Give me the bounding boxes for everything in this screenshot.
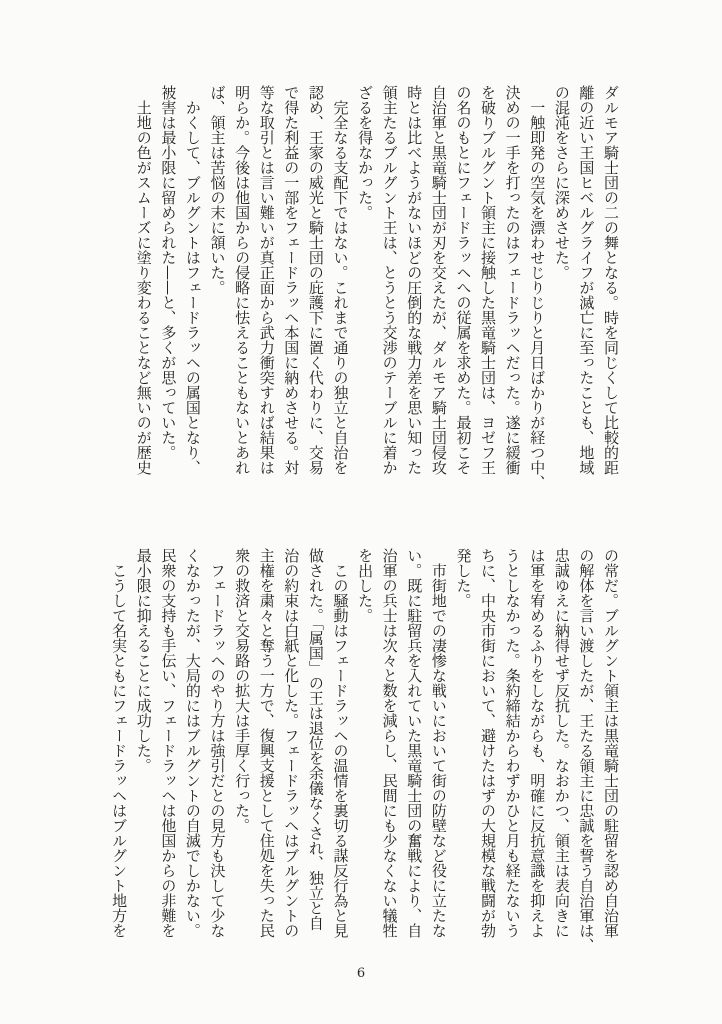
text-line: こうして名実ともにフェードラッヘはブルグント地方を (110, 548, 129, 938)
text-line: 発した。 (454, 548, 473, 608)
text-line: 自治軍と黒竜騎士団が刃を交えたが、ダルモア騎士団侵攻 (429, 85, 448, 475)
text-line: 治の約束は白紙と化した。フェードラッヘはブルグントの (282, 548, 301, 938)
text-line: 領主たるブルグント王は、とうとう交渉のテーブルに着か (380, 85, 399, 475)
text-line: 市街地での凄惨な戦いにおいて街の防壁など役に立たな (429, 548, 448, 938)
text-line: 離の近い王国ヒベルグライフが滅亡に至ったことも、地域 (577, 85, 596, 475)
text-line: 最小限に抑えることに成功した。 (134, 548, 153, 773)
text-line: ば、領主は苦悩の末に頷いた。 (208, 85, 227, 295)
text-line: 治軍の兵士は次々と数を減らし、民間にも少なくない犠牲 (380, 548, 399, 938)
text-line: の常だ。ブルグント領主は黒竜騎士団の駐留を認め自治軍 (602, 548, 620, 938)
text-line: の名のもとにフェードラッヘへの従属を求めた。最初こそ (454, 85, 473, 475)
text-line: 衆の救済と交易路の拡大は手厚く行った。 (233, 548, 252, 833)
lower-text-block (107, 548, 623, 953)
text-line: 被害は最小限に留められた——と、多くが思っていた。 (159, 85, 178, 460)
text-line: 完全なる支配下ではない。これまで通りの独立と自治を (331, 85, 350, 475)
text-line: ざるを得なかった。 (356, 85, 375, 220)
upper-text-block (131, 85, 623, 490)
text-line: 民衆の支持も手伝い、フェードラッヘは他国からの非難を (159, 548, 178, 938)
text-line: うとしなかった。条約締結からわずかひと月も経たないう (503, 548, 522, 938)
page-number: 6 (356, 966, 366, 981)
text-line: 明らか。今後は他国からの侵略に怯えることもないとあれ (233, 85, 252, 475)
text-line: 一触即発の空気を漂わせじりじりと月日ばかりが経つ中、 (528, 85, 547, 490)
text-line: 認め、王家の威光と騎士団の庇護下に置く代わりに、交易 (306, 85, 325, 475)
text-line: の混沌をさらに深めさせた。 (552, 85, 571, 280)
text-line: 主権を粛々と奪う一方で、復興支援として住処を失った民 (257, 548, 276, 938)
text-line: を破りブルグント領主に接触した黒竜騎士団は、ヨゼフ王 (479, 85, 498, 475)
text-line: ちに、中央市街において、避けたはずの大規模な戦闘が勃 (479, 548, 498, 938)
text-line: 決めの一手を打ったのはフェードラッヘだった。遂に緩衝 (503, 85, 522, 475)
text-line: を出した。 (356, 548, 375, 623)
text-line: い。既に駐留兵を入れていた黒竜騎士団の奮戦により、自 (405, 548, 424, 938)
text-line: ダルモア騎士団の二の舞となる。時を同じくして比較的距 (602, 85, 620, 475)
text-line: フェードラッヘのやり方は強引だとの見方も決して少な (208, 548, 227, 938)
text-line: の解体を言い渡したが、王たる領主に忠誠を誓う自治軍は、 (577, 548, 596, 953)
text-line: は軍を宥めるふりをしながらも、明確に反抗意識を抑えよ (528, 548, 547, 938)
text-line: 做された。「属国」の王は退位を余儀なくされ、独立と自 (306, 548, 325, 931)
text-line: 時とは比べようがないほどの圧倒的な戦力差を思い知った (405, 85, 424, 475)
text-line: で得た利益の一部をフェードラッヘ本国に納めさせる。対 (282, 85, 301, 475)
text-line: 忠誠ゆえに納得せず反抗した。なおかつ、領主は表向きに (552, 548, 571, 938)
text-line: くなかったが、大局的にはブルグントの自滅でしかない。 (183, 548, 202, 938)
text-line: 土地の色がスムーズに塗り変わることなど無いのが歴史 (134, 85, 153, 475)
text-line: 等な取引とは言い難いが真正面から武力衝突すれば結果は (257, 85, 276, 475)
text-line: この騒動はフェードラッヘの温情を裏切る謀反行為と見 (331, 548, 350, 938)
text-line: かくして、ブルグントはフェードラッヘの属国となり、 (183, 85, 202, 475)
